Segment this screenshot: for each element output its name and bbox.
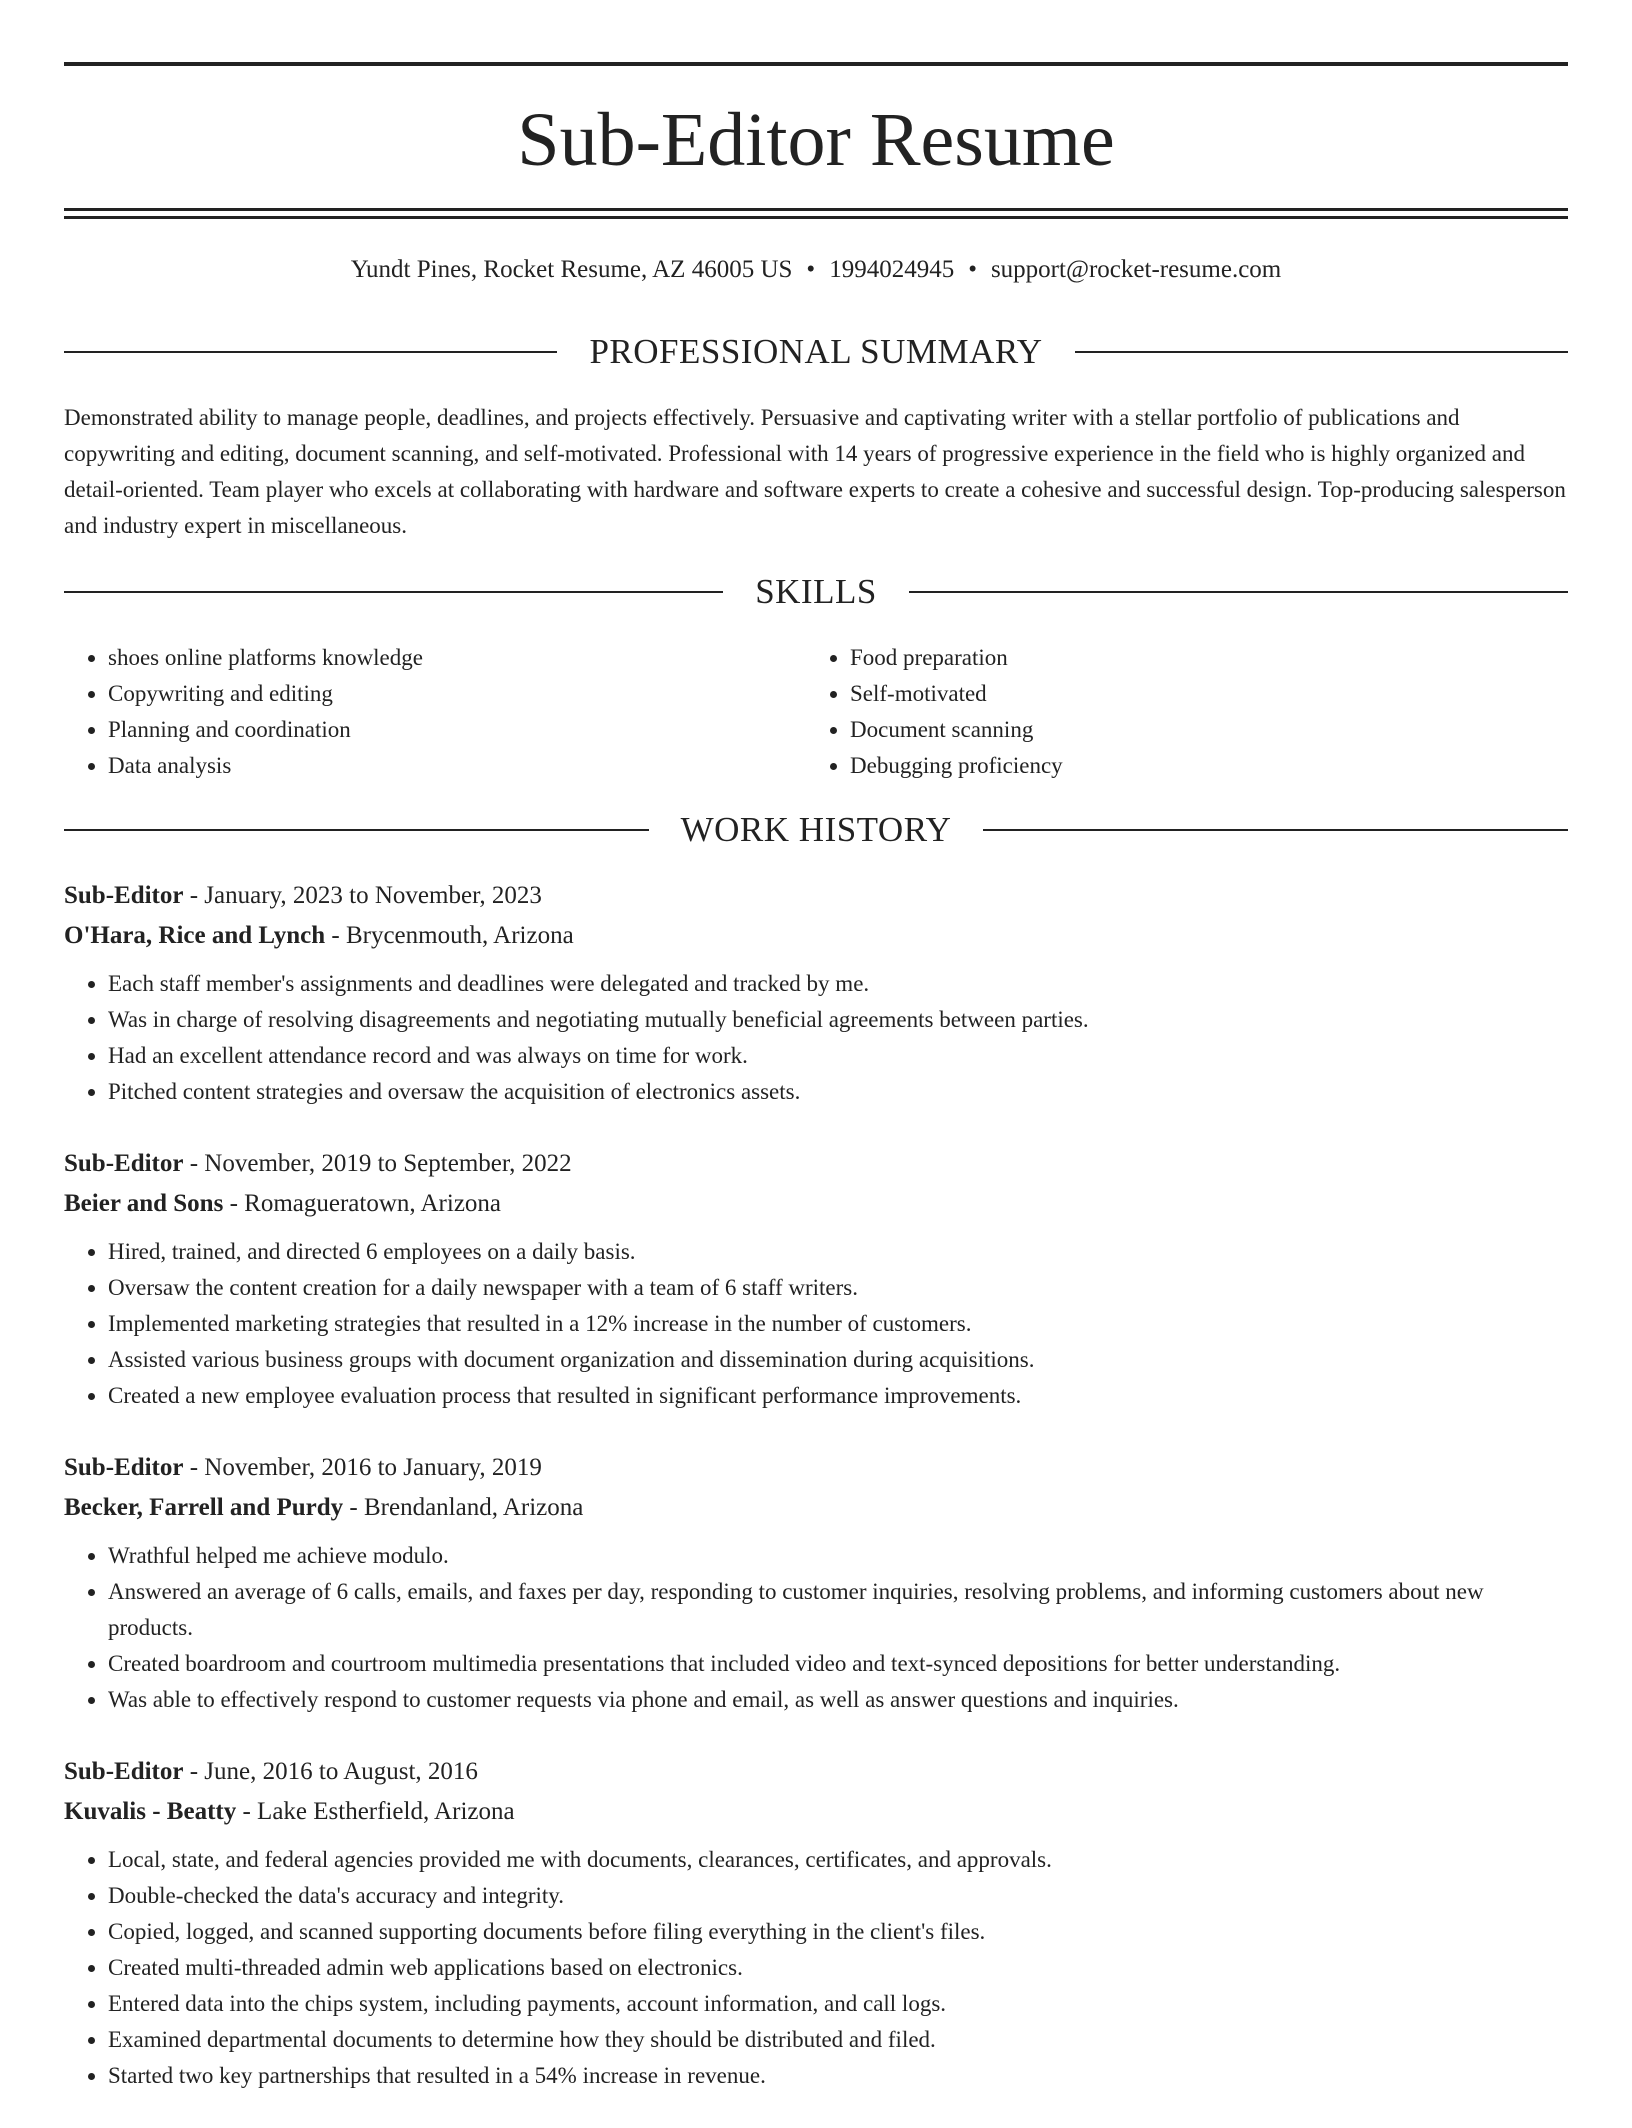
heading-rule-left: [64, 351, 557, 353]
summary-heading-label: PROFESSIONAL SUMMARY: [589, 332, 1043, 371]
job-bullet: • Each staff member's assignments and deadlines were delegated and tracked by me.: [108, 966, 1568, 1002]
job-bullets: [64, 1842, 1568, 2094]
heading-rule-left: [64, 829, 649, 831]
job-entry: [64, 876, 1568, 1110]
skill-item: • Self-motivated: [850, 676, 1548, 712]
skills-list: [64, 640, 1568, 784]
job-bullet: • Hired, trained, and directed 6 employees on a daily basis.: [108, 1234, 1568, 1270]
job-bullets: [64, 1538, 1568, 1718]
job-location: - Lake Estherfield, Arizona: [236, 1798, 515, 1825]
job-title-line: [64, 876, 1568, 916]
job-bullet: • Had an excellent attendance record and was always on time for work.: [108, 1038, 1568, 1074]
contact-line: [64, 252, 1568, 288]
job-bullet: • Entered data into the chips system, including payments, account information, and call logs.: [108, 1986, 1568, 2022]
job-title-line: [64, 1144, 1568, 1184]
job-title-line: [64, 1752, 1568, 1792]
job-bullet: • Local, state, and federal agencies provided me with documents, clearances, certificates, and approvals.: [108, 1842, 1568, 1878]
job-entry: [64, 1752, 1568, 2094]
skill-item: • Debugging proficiency: [850, 748, 1548, 784]
job-dates: - January, 2023 to November, 2023: [183, 882, 542, 909]
job-company-line: [64, 1792, 1568, 1832]
job-bullets: [64, 966, 1568, 1110]
contact-phone: 1994024945: [829, 256, 955, 283]
skills-column-right: [806, 640, 1548, 784]
job-location: - Romagueratown, Arizona: [223, 1190, 502, 1217]
job-title: Sub-Editor: [64, 1150, 184, 1177]
job-company: Becker, Farrell and Purdy: [64, 1494, 344, 1521]
job-entry: [64, 1448, 1568, 1718]
job-bullet: • Started two key partnerships that resulted in a 54% increase in revenue.: [108, 2058, 1568, 2094]
header-double-rule-upper: [64, 208, 1568, 211]
job-bullet: • Answered an average of 6 calls, emails, and faxes per day, responding to customer inquiries, resolving problems, and informing customers about new products.: [108, 1574, 1568, 1646]
job-bullet: • Examined departmental documents to determine how they should be distributed and filed.: [108, 2022, 1568, 2058]
job-title-line: [64, 1448, 1568, 1488]
heading-rule-right: [983, 829, 1568, 831]
header-top-rule: [64, 62, 1568, 66]
contact-address: Yundt Pines, Rocket Resume, AZ 46005 US: [350, 256, 793, 283]
job-company-line: [64, 916, 1568, 956]
job-dates: - June, 2016 to August, 2016: [183, 1758, 478, 1785]
job-bullet: • Implemented marketing strategies that resulted in a 12% increase in the number of customers.: [108, 1306, 1568, 1342]
job-company-line: [64, 1488, 1568, 1528]
job-entry: [64, 1144, 1568, 1414]
job-location: - Brendanland, Arizona: [343, 1494, 584, 1521]
job-bullet: • Assisted various business groups with document organization and dissemination during acquisitions.: [108, 1342, 1568, 1378]
skill-item: • Copywriting and editing: [108, 676, 806, 712]
skill-item: • Food preparation: [850, 640, 1548, 676]
job-bullet: • Was in charge of resolving disagreements and negotiating mutually beneficial agreements between parties.: [108, 1002, 1568, 1038]
heading-rule-right: [1075, 351, 1568, 353]
skills-column-left: [64, 640, 806, 784]
skills-heading: [64, 570, 1568, 614]
job-title: Sub-Editor: [64, 1758, 184, 1785]
job-company: O'Hara, Rice and Lynch: [64, 922, 326, 949]
job-bullet: • Wrathful helped me achieve modulo.: [108, 1538, 1568, 1574]
job-bullet: • Oversaw the content creation for a daily newspaper with a team of 6 staff writers.: [108, 1270, 1568, 1306]
job-bullets: [64, 1234, 1568, 1414]
job-bullet: • Created boardroom and courtroom multimedia presentations that included video and text-synced depositions for better understanding.: [108, 1646, 1568, 1682]
job-company-line: [64, 1184, 1568, 1224]
job-location: - Brycenmouth, Arizona: [325, 922, 574, 949]
skill-item: • Document scanning: [850, 712, 1548, 748]
skill-item: • Data analysis: [108, 748, 806, 784]
skills-heading-label: SKILLS: [755, 572, 877, 611]
summary-heading: [64, 330, 1568, 374]
job-bullet: • Pitched content strategies and oversaw the acquisition of electronics assets.: [108, 1074, 1568, 1110]
header-double-rule-lower: [64, 216, 1568, 219]
job-bullet: • Double-checked the data's accuracy and integrity.: [108, 1878, 1568, 1914]
skill-item: • shoes online platforms knowledge: [108, 640, 806, 676]
job-title: Sub-Editor: [64, 1454, 184, 1481]
work-history-list: [64, 876, 1568, 2128]
contact-email: support@rocket-resume.com: [990, 256, 1282, 283]
job-bullet: • Copied, logged, and scanned supporting documents before filing everything in the client's files.: [108, 1914, 1568, 1950]
contact-separator: •: [806, 256, 816, 283]
work-history-heading-label: WORK HISTORY: [680, 810, 952, 849]
job-dates: - November, 2016 to January, 2019: [183, 1454, 542, 1481]
job-bullet: • Was able to effectively respond to customer requests via phone and email, as well as answer questions and inquiries.: [108, 1682, 1568, 1718]
summary-text: Demonstrated ability to manage people, deadlines, and projects effectively. Persuasive and captivating writer with a stellar portfolio of publications and copywriting and editing, document scanning, and self-motivated. Professional with 14 years of progressive experience in the field who is highly organized and detail-oriented. Team player who excels at collaborating with hardware and software experts to create a cohesive and successful design. Top-producing salesperson and industry expert in miscellaneous.: [64, 405, 1566, 538]
contact-separator: •: [968, 256, 977, 283]
resume-title: Sub-Editor Resume: [517, 98, 1115, 182]
heading-rule-left: [64, 591, 723, 593]
job-bullet: • Created multi-threaded admin web applications based on electronics.: [108, 1950, 1568, 1986]
job-company: Beier and Sons: [64, 1190, 224, 1217]
skill-item: • Planning and coordination: [108, 712, 806, 748]
job-bullet: • Created a new employee evaluation process that resulted in significant performance improvements.: [108, 1378, 1568, 1414]
heading-rule-right: [909, 591, 1568, 593]
job-title: Sub-Editor: [64, 882, 184, 909]
job-company: Kuvalis - Beatty: [64, 1798, 237, 1825]
job-dates: - November, 2019 to September, 2022: [183, 1150, 572, 1177]
work-history-heading: [64, 808, 1568, 852]
